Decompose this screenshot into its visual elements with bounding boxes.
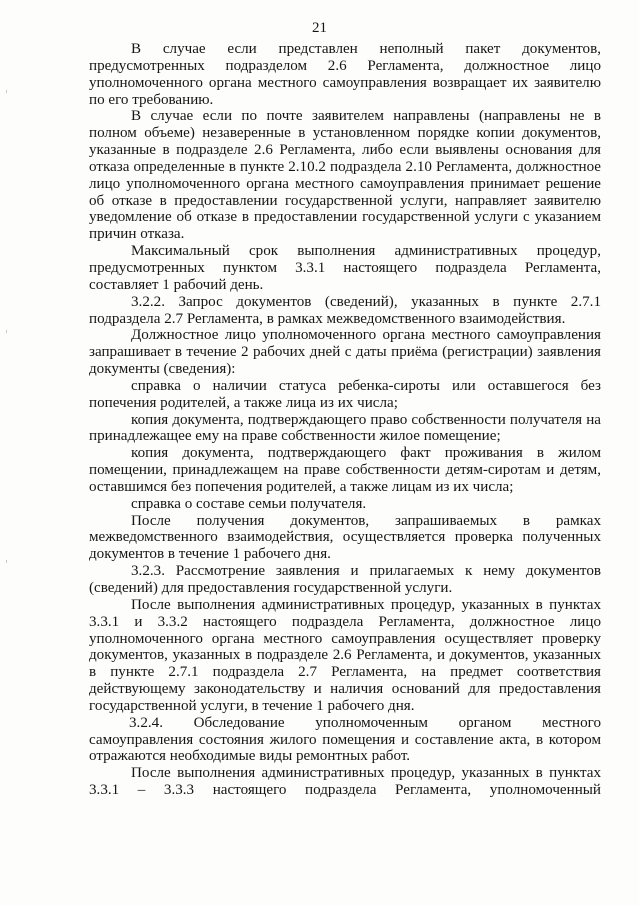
paragraph: 3.2.3. Рассмотрение заявления и прилагаемых к нему документов (сведений) для предоставления государственной услуги. [89,563,601,596]
paragraph: 3.2.2. Запрос документов (сведений), указанных в пункте 2.7.1 подраздела 2.7 Регламента, в рамках межведомственного взаимодействия. [89,293,601,327]
paragraph: Должностное лицо уполномоченного органа местного самоуправления запрашивает в течение 2 рабочих дней с даты приёма (регистрации) заявления документы (сведения): [89,327,601,378]
list-item: справка о наличии статуса ребенка-сироты или оставшегося без попечения родителей, а также лица из их числа; [89,377,601,411]
paragraph: Максимальный срок выполнения административных процедур, предусмотренных пунктом 3.3.1 настоящего подраздела Регламента, составляет 1 рабочий день. [89,243,601,293]
list-item: справка о составе семьи получателя. [131,495,367,512]
paragraph: После выполнения административных процедур, указанных в пунктах 3.3.1 и 3.3.2 настоящего подраздела Регламента, должностное лицо уполномоченного органа местного самоуправления осуществляет проверку документов, указанных в подразделе 2.6 Регламента, и документов, указанных в пункте 2.7.1 подраздела 2.7 Регламента, на предмет соответствия действующему законодательству и наличия оснований для предоставления государственной услуги, в течение 1 рабочего дня. [89,596,601,714]
paragraph: 3.2.4. Обследование уполномоченным органом местного самоуправления состояния жилого помещения и составление акта, в котором отражаются необходимые виды ремонтных работ. [89,714,601,765]
paragraph: В случае если представлен неполный пакет документов, предусмотренных подразделом 2.6 Регламента, должностное лицо уполномоченного органа местного самоуправления возвращает их заявителю по его требованию. [89,41,601,108]
page-number: 21 [312,20,327,36]
scan-edge-mark [6,90,7,93]
list-item: копия документа, подтверждающего факт проживания в жилом помещении, принадлежащем на праве собственности детям-сиротам и детям, оставшимся без попечения родителей, а также лицам из их числа; [89,445,601,495]
scan-edge-mark [6,560,7,563]
paragraph: После получения документов, запрашиваемых в рамках межведомственного взаимодействия, осуществляется проверка полученных документов в течение 1 рабочего дня. [89,512,601,563]
paragraph: После выполнения административных процедур, указанных в пунктах 3.3.1 – 3.3.3 настоящего подраздела Регламента, уполномоченный [89,765,601,799]
list-item: копия документа, подтверждающего право собственности получателя на принадлежащее ему на праве собственности жилое помещение; [89,411,601,445]
scan-edge-mark [6,330,7,333]
paragraph: В случае если по почте заявителем направлены (направлены не в полном объеме) незаверенные в установленном порядке копии документов, указанные в подразделе 2.6 Регламента, либо если выявлены основания для отказа определенные в пункте 2.10.2 подраздела 2.10 Регламента, должностное лицо уполномоченного органа местного самоуправления принимает решение об отказе в предоставлении государственной услуги, направляет заявителю уведомление об отказе в предоставлении государственной услуги с указанием причин отказа. [89,108,601,243]
body-text [89,41,601,799]
